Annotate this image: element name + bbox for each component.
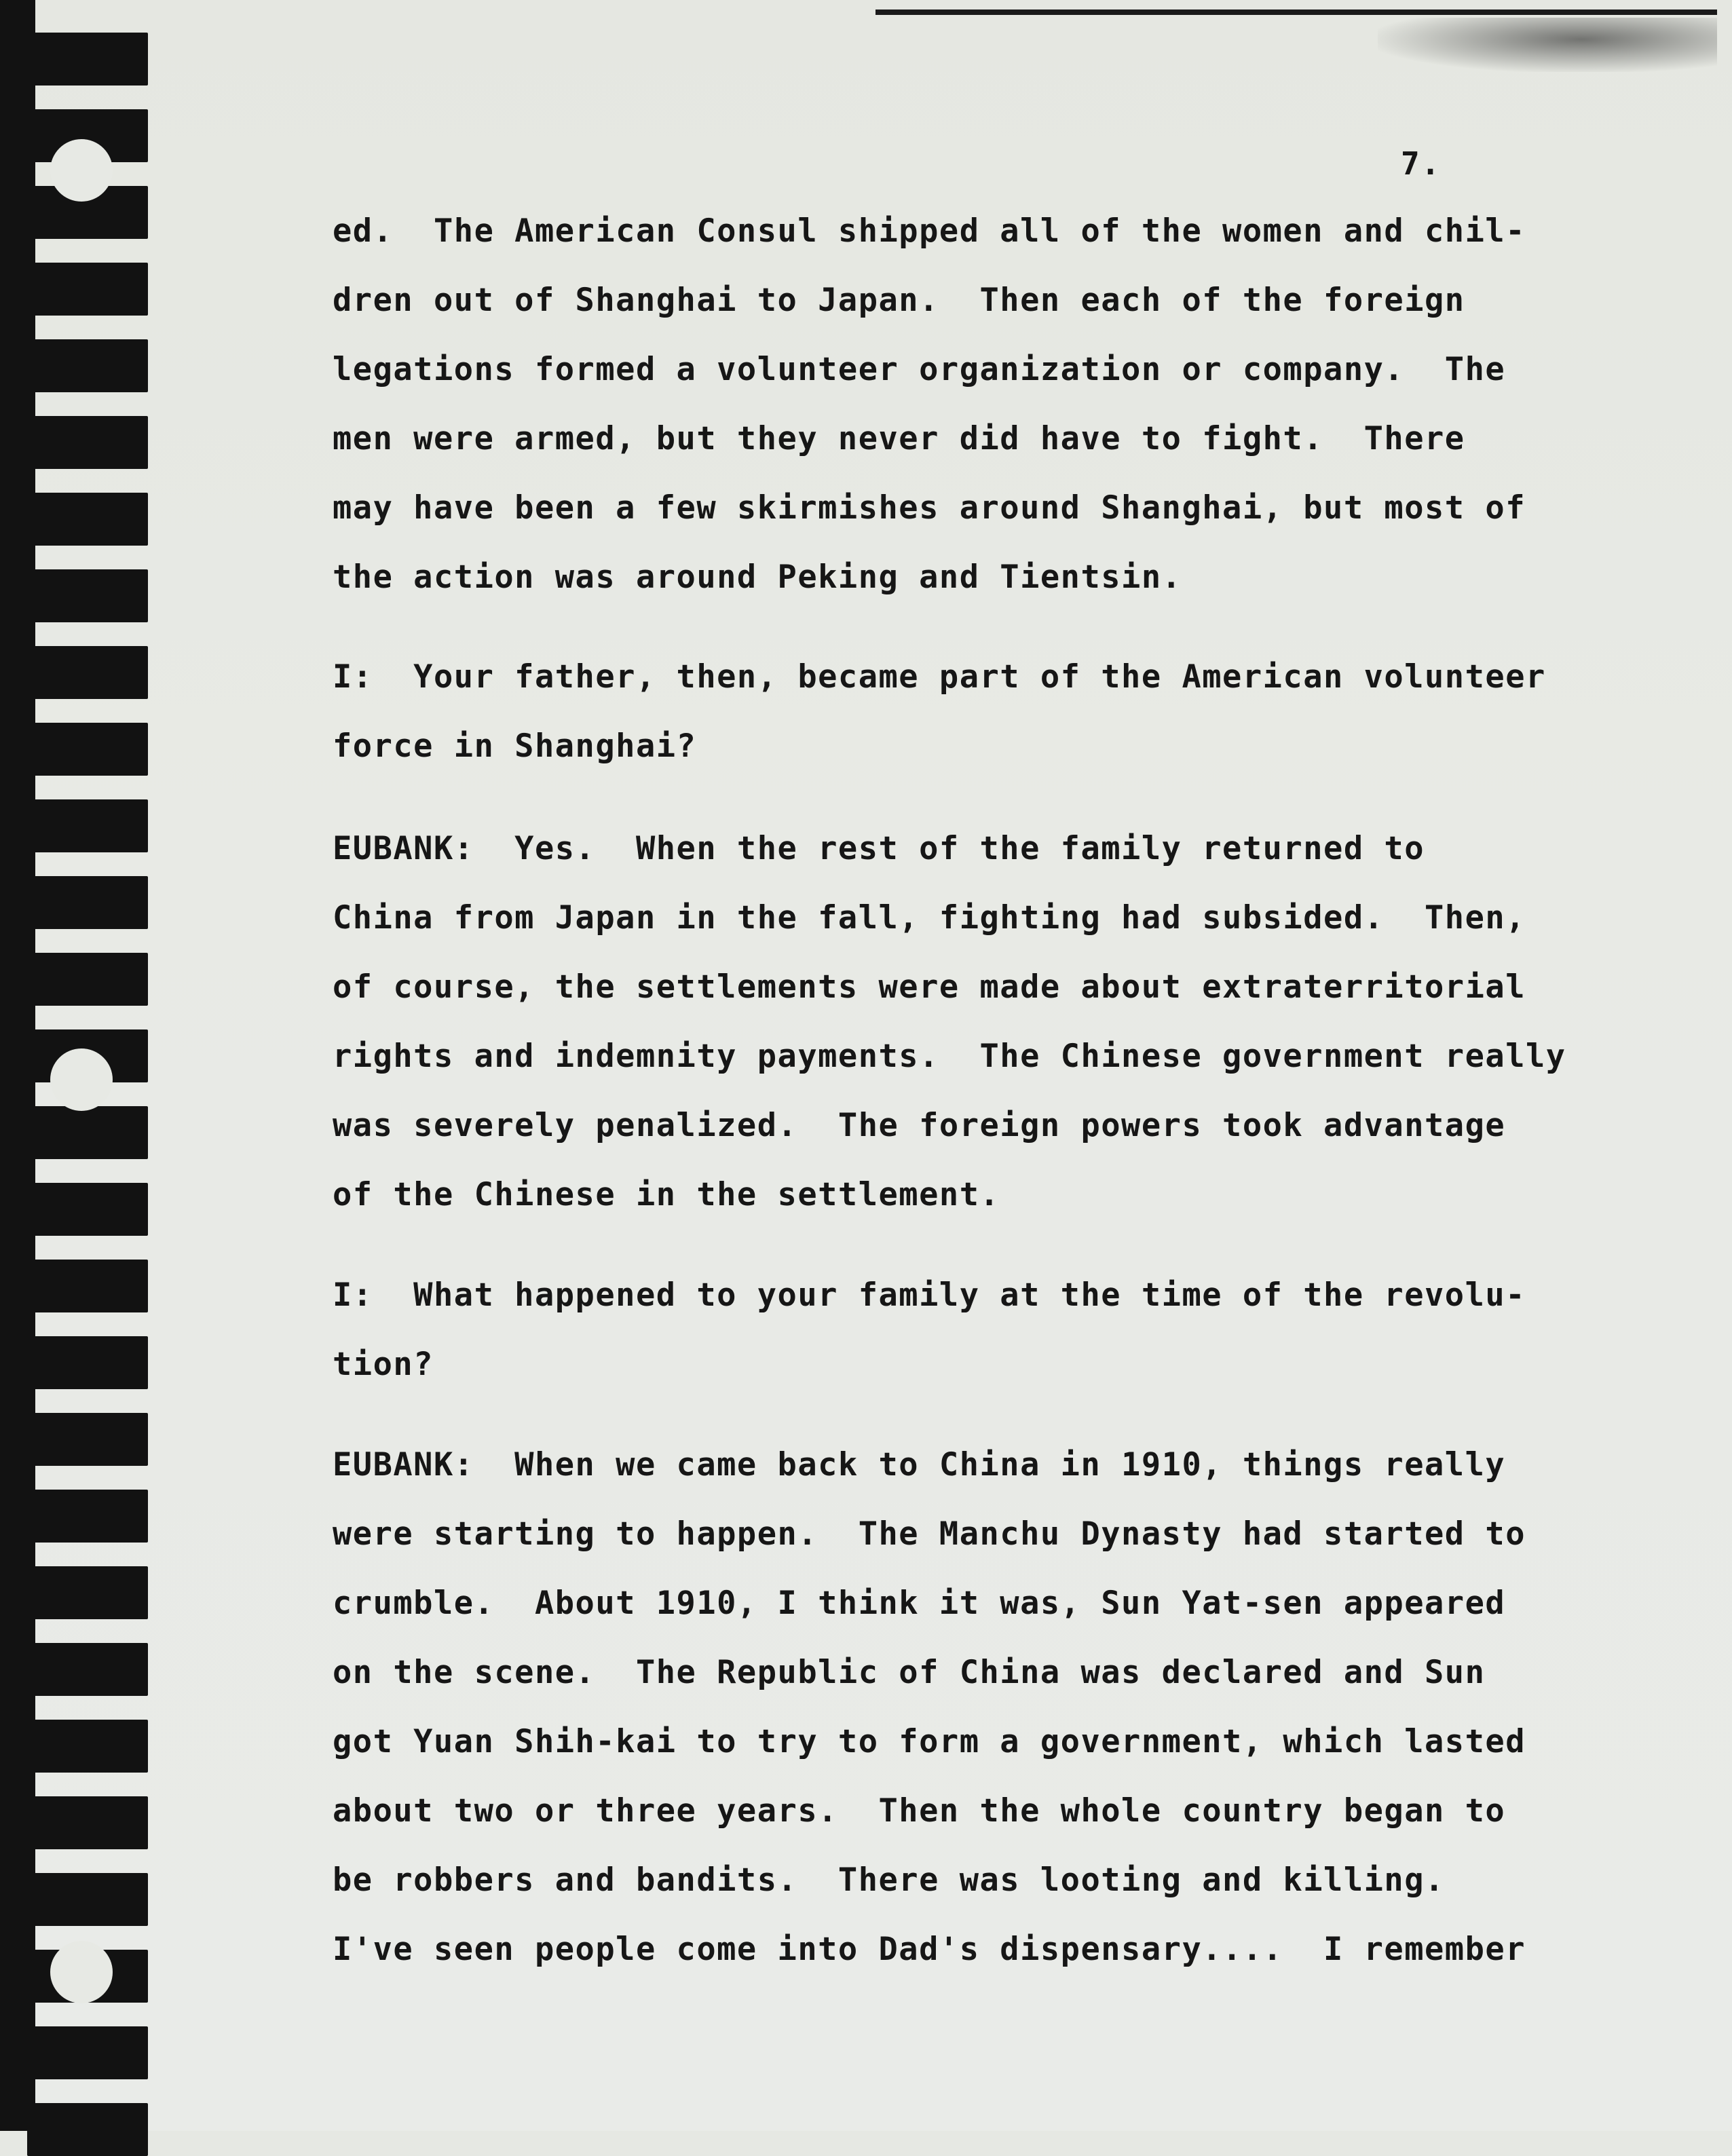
binding-tooth <box>27 1106 148 1159</box>
punch-hole <box>50 1941 113 2003</box>
binding-tooth <box>27 1720 148 1773</box>
text-line: ed. The American Consul shipped all of the women and chil- <box>333 212 1526 250</box>
binding-tooth <box>27 416 148 469</box>
binding-tooth <box>27 1873 148 1926</box>
text-line: be robbers and bandits. There was looting and killing. <box>333 1861 1445 1899</box>
binding-tooth <box>27 953 148 1006</box>
binding-tooth <box>27 263 148 316</box>
binding-tooth <box>27 1643 148 1696</box>
text-line: China from Japan in the fall, fighting had subsided. Then, <box>333 899 1526 937</box>
text-line: rights and indemnity payments. The Chinese government really <box>333 1038 1566 1075</box>
binding-tooth <box>27 569 148 622</box>
text-line: I've seen people come into Dad's dispensary.... I remember <box>333 1931 1526 1968</box>
text-line: about two or three years. Then the whole country began to <box>333 1792 1506 1830</box>
top-rule <box>876 10 1717 15</box>
binding-tooth <box>27 1796 148 1849</box>
text-line: men were armed, but they never did have to fight. There <box>333 420 1465 457</box>
eubank-answer <box>333 814 1642 1230</box>
binding-tooth <box>27 2026 148 2079</box>
text-line: I: What happened to your family at the time of the revolu- <box>333 1276 1526 1314</box>
page-number: 7. <box>1401 145 1442 182</box>
scan-smudge <box>1378 18 1717 72</box>
text-line: tion? <box>333 1346 434 1383</box>
paragraph-continuation <box>333 197 1642 612</box>
binding-tooth <box>27 1260 148 1312</box>
text-line: got Yuan Shih-kai to try to form a government, which lasted <box>333 1723 1526 1760</box>
binding-tooth <box>27 799 148 852</box>
spiral-binding <box>0 0 156 2131</box>
binding-tooth <box>27 339 148 392</box>
binding-tooth <box>27 1336 148 1389</box>
eubank-answer <box>333 1431 1642 1984</box>
punch-hole <box>50 1048 113 1111</box>
text-line: crumble. About 1910, I think it was, Sun Yat-sen appeared <box>333 1585 1506 1622</box>
binding-tooth <box>27 723 148 776</box>
text-line: of the Chinese in the settlement. <box>333 1176 1000 1213</box>
binding-tooth <box>27 876 148 929</box>
binding-tooth <box>27 646 148 699</box>
text-line: dren out of Shanghai to Japan. Then each of the foreign <box>333 282 1465 319</box>
text-line: I: Your father, then, became part of the American volunteer <box>333 658 1546 696</box>
binding-tooth <box>27 493 148 546</box>
text-line: may have been a few skirmishes around Shanghai, but most of <box>333 489 1526 527</box>
binding-tooth <box>27 1413 148 1466</box>
text-line: of course, the settlements were made about extraterritorial <box>333 968 1526 1006</box>
text-line: EUBANK: When we came back to China in 1910, things really <box>333 1446 1506 1483</box>
text-line: was severely penalized. The foreign powers took advantage <box>333 1107 1506 1144</box>
binding-tooth <box>27 1183 148 1236</box>
binding-tooth <box>27 2103 148 2156</box>
binding-tooth <box>27 1490 148 1543</box>
interviewer-question <box>333 643 1642 781</box>
text-line: were starting to happen. The Manchu Dynasty had started to <box>333 1515 1526 1553</box>
binding-tooth <box>27 33 148 86</box>
text-line: EUBANK: Yes. When the rest of the family returned to <box>333 830 1425 867</box>
text-line: on the scene. The Republic of China was declared and Sun <box>333 1654 1486 1691</box>
text-line: the action was around Peking and Tientsin. <box>333 559 1182 596</box>
text-line: legations formed a volunteer organization or company. The <box>333 351 1506 388</box>
punch-hole <box>50 139 113 202</box>
interviewer-question <box>333 1261 1642 1399</box>
binding-tooth <box>27 1566 148 1619</box>
text-line: force in Shanghai? <box>333 727 697 765</box>
